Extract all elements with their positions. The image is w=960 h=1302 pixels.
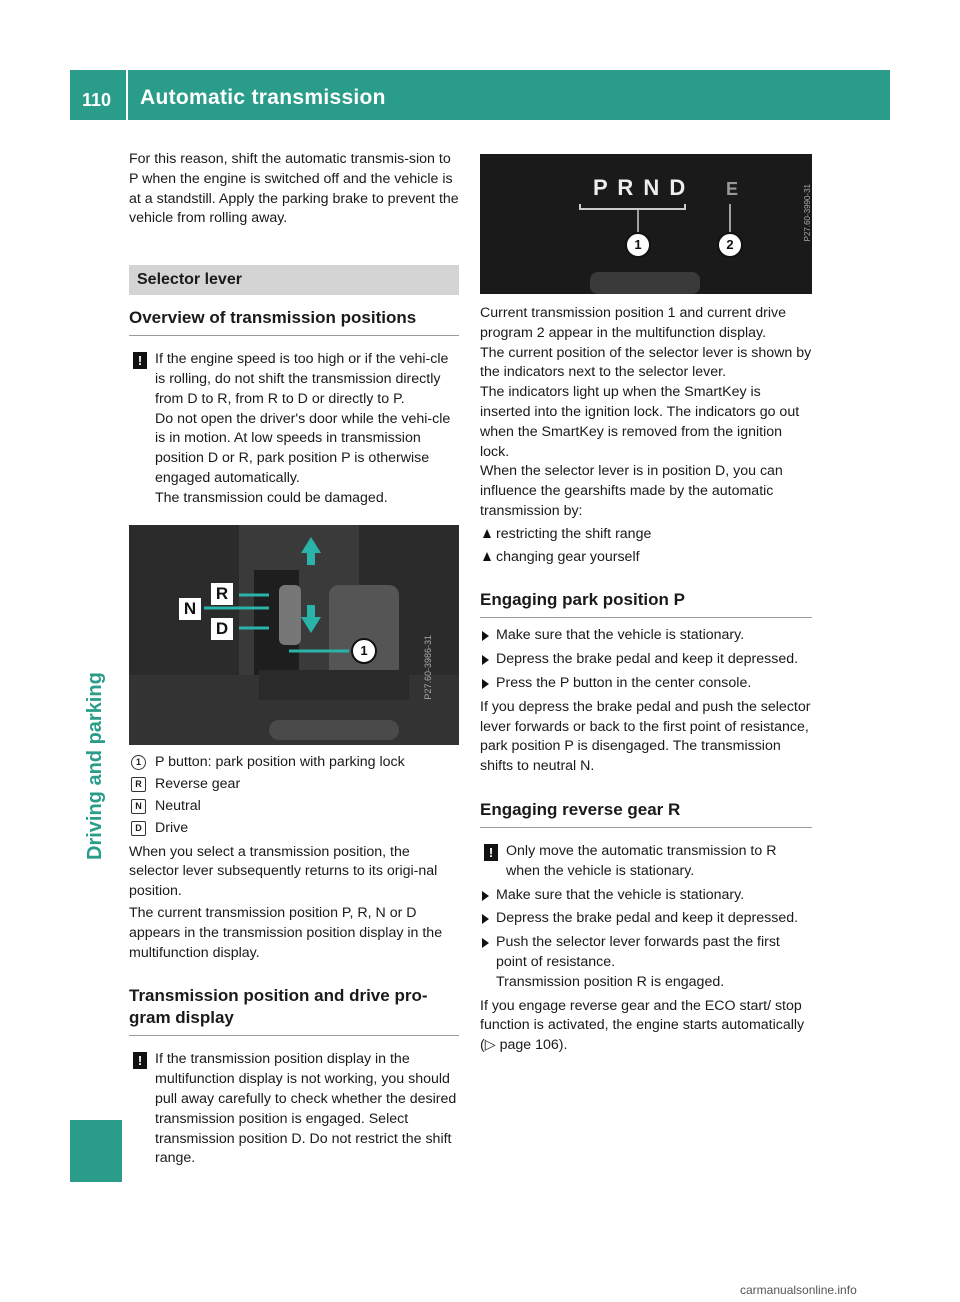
figure-label-r: R [211, 583, 233, 605]
legend-text: Reverse gear [155, 775, 241, 792]
display-heading: Transmission position and drive pro-gram display [129, 985, 459, 1036]
paragraph: The indicators light up when the SmartKey is inserted into the ignition lock. The indicators go out when the SmartKey is removed from the ignition lock. [480, 384, 800, 460]
warning-text-3: The transmission could be damaged. [155, 489, 388, 506]
display-callout-1: 1 [625, 232, 651, 258]
warning-icon: ! [484, 844, 498, 861]
reverse-heading: Engaging reverse gear R [480, 799, 812, 828]
legend-text: P button: park position with parking lock [155, 753, 405, 770]
step-item: Depress the brake pedal and keep it depressed. [480, 650, 812, 670]
warning-icon: ! [133, 352, 147, 369]
legend-list [129, 753, 459, 839]
figure-label-d: D [211, 618, 233, 640]
display-callout-2: 2 [717, 232, 743, 258]
page-title: Automatic transmission [140, 86, 386, 109]
paragraph: Current transmission position 1 and current drive program 2 appear in the multifunction display. [480, 305, 786, 341]
legend-key: 1 [131, 755, 146, 770]
legend-text: Drive [155, 819, 189, 836]
warning-text-2: Do not open the driver's door while the vehi-cle is in motion. At low speeds in transmission position D or R, park position P is otherwise engaged automatically. [155, 410, 451, 486]
legend-key: N [131, 799, 146, 814]
warning-text-1: If the engine speed is too high or if the vehi-cle is rolling, do not shift the transmission directly from D to R, from R to D or directly to P. [155, 351, 449, 407]
legend-key: R [131, 777, 146, 792]
warning-text: Only move the automatic transmission to R when the vehicle is stationary. [506, 842, 777, 879]
bullet-item: changing gear yourself [480, 548, 812, 568]
step-item: Make sure that the vehicle is stationary. [480, 886, 812, 906]
intro-paragraph: For this reason, shift the automatic transmis-sion to P when the engine is switched off and the vehicle is at a standstill. Apply the parking brake to prevent the vehicle from rolling away. [129, 151, 459, 227]
paragraph: The current position of the selector lever is shown by the indicators next to the selector lever. [480, 344, 812, 381]
watermark: carmanualsonline.info [740, 1283, 857, 1297]
legend-item [129, 819, 459, 839]
drive-program-text: E [726, 179, 739, 199]
legend-item [129, 775, 459, 795]
gear-indicator-text: P R N D [593, 175, 688, 200]
step-item: Press the P button in the center console. [480, 674, 812, 694]
warning-block [129, 1050, 459, 1169]
reverse-steps [480, 886, 812, 993]
paragraph: When you select a transmission position, the selector lever subsequently returns to its origi-nal position. [129, 843, 438, 900]
warning-text: If the transmission position display in the multifunction display is not working, you should pull away carefully to check whether the desired transmission position is engaged. Select transmission position D. Do not restrict the shift range. [155, 1051, 457, 1167]
figure-callout-1: 1 [351, 638, 377, 664]
warning-block [480, 842, 812, 882]
warning-block [129, 350, 459, 508]
figure-label-n: N [179, 598, 201, 620]
section-side-tab [70, 1120, 122, 1182]
legend-item [129, 797, 459, 817]
left-column [129, 150, 459, 1169]
paragraph: When the selector lever is in position D, you can influence the gearshifts made by the automatic transmission by: [480, 463, 783, 519]
section-heading: Selector lever [129, 265, 459, 295]
figure-code: P27.60-3986-31 [423, 634, 433, 700]
display-figure [480, 154, 812, 294]
paragraph: If you engage reverse gear and the ECO start/ stop function is activated, the engine starts automatically (▷ page 106). [480, 997, 805, 1054]
header-divider [126, 70, 128, 120]
step-result: Transmission position R is engaged. [496, 973, 725, 990]
bullet-item: restricting the shift range [480, 525, 812, 545]
display-figure-code: P27.60-3990-31 [803, 184, 812, 242]
selector-lever-illustration [129, 525, 459, 745]
section-side-label: Driving and parking [84, 672, 106, 860]
step-item: Depress the brake pedal and keep it depressed. [480, 909, 812, 929]
selector-lever-figure [129, 525, 459, 745]
step-item: Make sure that the vehicle is stationary. [480, 626, 812, 646]
park-heading: Engaging park position P [480, 589, 812, 618]
legend-item [129, 753, 459, 773]
page-number: 110 [82, 90, 112, 110]
legend-text: Neutral [155, 797, 201, 814]
paragraph: If you depress the brake pedal and push the selector lever forwards or back to the first point of resistance, park position P is disengaged. The transmission shifts to neutral N. [480, 698, 811, 775]
right-column [480, 150, 812, 1056]
legend-key: D [131, 821, 146, 836]
park-steps [480, 626, 812, 693]
overview-heading: Overview of transmission positions [129, 307, 459, 336]
step-item: Push the selector lever forwards past the first point of resistance. [480, 933, 812, 973]
paragraph: The current transmission position P, R, N or D appears in the transmission position display in the multifunction display. [129, 904, 443, 961]
warning-icon: ! [133, 1052, 147, 1069]
